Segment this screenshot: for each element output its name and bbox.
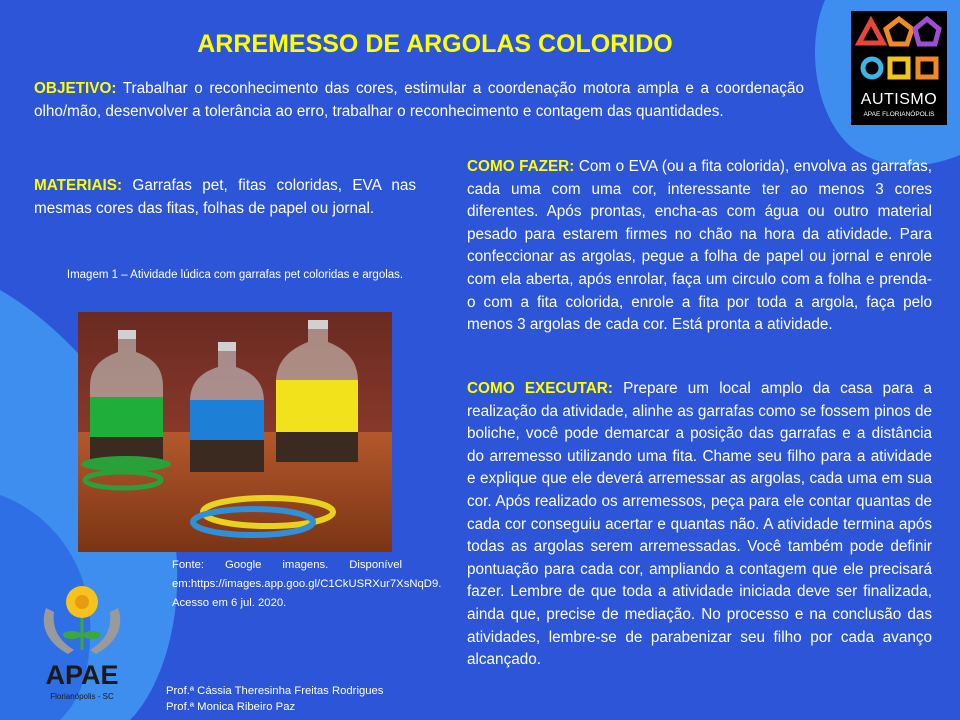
activity-photo bbox=[78, 312, 392, 552]
how-to-make-text: Com o EVA (ou a fita colorida), envolva as garrafas, cada uma com uma cor, interessante ter ao menos 3 cores diferentes. Após prontas, encha-as com água ou outro material pesado para estarem firmes no chão na hora da atividade. Para confeccionar as argolas, pegue a folha de papel ou jornal e enrole com ela aberta, após enrolar, faça um circulo com a folha e prenda-o com a fita colorida, enrole a fita por toda a argola, faça pelo menos 3 argolas de cada cor. Está pronta a atividade. bbox=[467, 158, 932, 334]
autismo-logo-name: AUTISMO bbox=[860, 91, 938, 108]
image-source: Fonte: Google imagens. Disponível em:https://images.app.goo.gl/C1CkUSRXur7XsNqD9. Acesso em 6 jul. 2020. bbox=[172, 559, 442, 609]
materials-label: MATERIAIS: bbox=[34, 177, 123, 194]
objective-paragraph bbox=[34, 78, 804, 123]
apae-logo-sub: Florianópolis - SC bbox=[50, 692, 114, 701]
credit-line: Prof.ª Cássia Theresinha Freitas Rodrigues bbox=[166, 685, 384, 697]
materials-text: Garrafas pet, fitas coloridas, EVA nas mesmas cores das fitas, folhas de papel ou jornal. bbox=[34, 177, 416, 217]
page-title: ARREMESSO DE ARGOLAS COLORIDO bbox=[197, 30, 673, 58]
how-to-make-label: COMO FAZER: bbox=[467, 158, 575, 175]
apae-logo bbox=[28, 580, 136, 710]
objective-label: OBJETIVO: bbox=[34, 80, 117, 97]
how-to-execute-text: Prepare um local amplo da casa para a realização da atividade, alinhe as garrafas como se fossem pinos de boliche, você pode demarcar a posição das garrafas e a distância do arremesso utilizando uma fita. Chame seu filho para a atividade e explique que ele deverá arremessar as argolas, cada uma em sua cor. Após realizado os arremessos, peça para ele contar quantas de cada cor conseguiu acertar e quantas não. A atividade termina após todas as argolas serem arremessadas. Você também pode definir pontuação para cada cor, ampliando a contagem que ele precisará fazer. Lembre de que toda a atividade iniciada deve ser finalizada, ainda que, precise de mediação. No processo e na conclusão das atividades, lembre-se de parabenizar seu filho por cada avanço alcançado. bbox=[467, 380, 932, 669]
how-to-execute-label: COMO EXECUTAR: bbox=[467, 380, 613, 397]
credits bbox=[166, 683, 383, 715]
how-to-make-paragraph bbox=[467, 156, 932, 337]
materials-paragraph bbox=[34, 175, 416, 220]
objective-text: Trabalhar o reconhecimento das cores, estimular a coordenação motora ampla e a coordenação olho/mão, desenvolver a tolerância ao erro, trabalhar o reconhecimento e contagem das quantidades. bbox=[34, 80, 804, 120]
apae-logo-name: APAE bbox=[45, 660, 119, 690]
flower-icon bbox=[63, 586, 101, 650]
autismo-logo bbox=[851, 11, 947, 125]
image-caption: Imagem 1 – Atividade lúdica com garrafas pet coloridas e argolas. bbox=[66, 269, 404, 281]
how-to-execute-paragraph bbox=[467, 378, 932, 672]
autismo-logo-sub: APAE FLORIANÓPOLIS bbox=[863, 111, 935, 118]
credit-line: Prof.ª Monica Ribeiro Paz bbox=[166, 701, 296, 713]
